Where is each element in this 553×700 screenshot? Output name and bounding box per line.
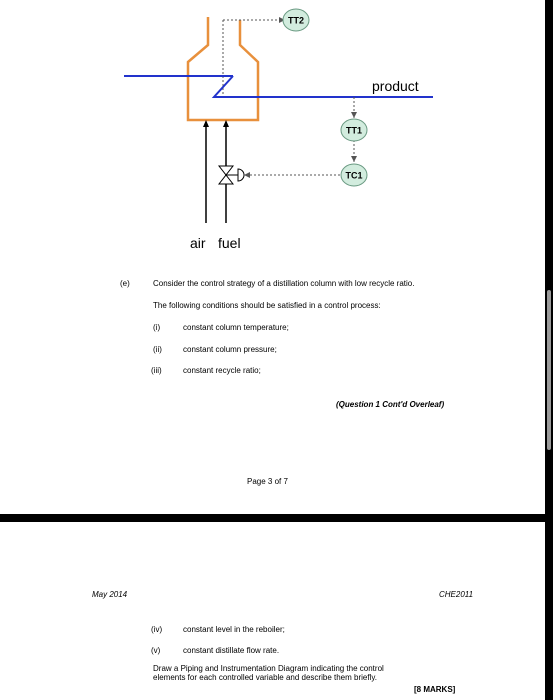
tc1-arrowhead [351,156,357,162]
course-code: CHE2011 [439,590,474,599]
inlet-pipes [206,122,226,223]
item-text: constant column pressure; [183,345,277,354]
item-number: (iii) [151,366,162,375]
tt1-tag: TT1 [345,125,363,136]
page-number: Page 3 of 7 [247,477,288,486]
conditions-intro: The following conditions should be satisfied in a control process: [153,301,381,310]
scrollbar-thumb[interactable] [547,290,551,450]
question-intro: Consider the control strategy of a distillation column with low recycle ratio. [153,279,415,288]
item-text: constant distillate flow rate. [183,646,280,655]
item-number: (i) [153,323,161,332]
item-number: (iv) [151,625,163,634]
control-signal-lines [246,97,354,175]
marks-label: [8 MARKS] [414,685,456,694]
item-text: constant column temperature; [183,323,289,332]
furnace-control-diagram [0,0,545,260]
instruction-line: elements for each controlled variable and describe them briefly. [153,673,377,682]
air-label: air [190,235,206,251]
document-page-4 [0,522,545,700]
part-label: (e) [120,279,130,288]
fuel-label: fuel [218,235,241,251]
item-number: (v) [151,646,161,655]
instruction-line: Draw a Piping and Instrumentation Diagram indicating the control [153,664,384,673]
item-text: constant level in the reboiler; [183,625,285,634]
item-text: constant recycle ratio; [183,366,261,375]
tt2-tag: TT2 [287,15,305,26]
tt1-arrowhead [351,112,357,118]
continued-note: (Question 1 Cont'd Overleaf) [336,400,445,409]
exam-date: May 2014 [92,590,128,599]
valve-signal-arrowhead [244,172,250,178]
tc1-tag: TC1 [345,170,363,181]
item-number: (ii) [153,345,162,354]
product-label: product [372,78,419,94]
fuel-control-valve [219,166,244,184]
tt2-signal-line [223,20,279,98]
